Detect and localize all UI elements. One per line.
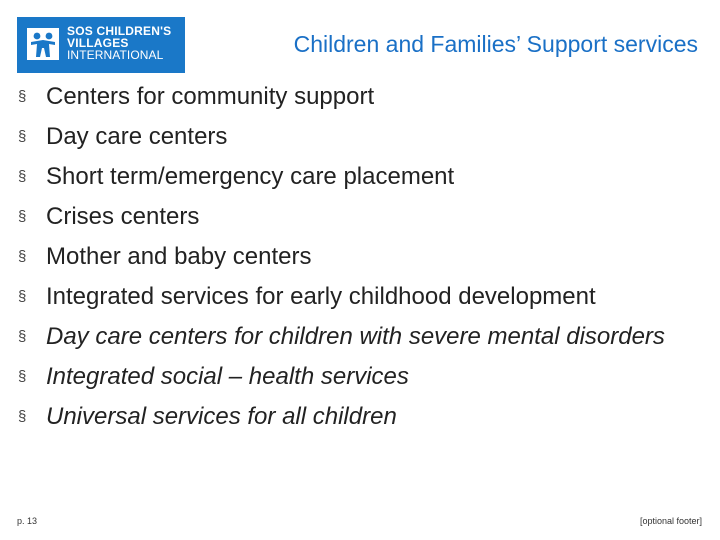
bullet-list bbox=[18, 80, 708, 440]
bullet-item bbox=[18, 120, 708, 153]
bullet-item bbox=[18, 80, 708, 113]
slide-title: Children and Families’ Support services bbox=[293, 31, 698, 57]
page-number: p. 13 bbox=[17, 516, 38, 526]
bullet-text: Integrated social – health services bbox=[46, 363, 409, 390]
bullet-item bbox=[18, 360, 708, 393]
logo-line-2: VILLAGES bbox=[67, 36, 129, 50]
bullet-item bbox=[18, 280, 708, 313]
bullet-item bbox=[18, 240, 708, 273]
bullet-marker: § bbox=[18, 408, 27, 425]
sos-children-figures-icon bbox=[27, 28, 59, 60]
footer-note: [optional footer] bbox=[639, 516, 702, 526]
bullet-item bbox=[18, 160, 708, 193]
bullet-marker: § bbox=[18, 248, 27, 265]
bullet-marker: § bbox=[18, 88, 27, 105]
bullet-text: Centers for community support bbox=[46, 83, 375, 110]
bullet-marker: § bbox=[18, 368, 27, 385]
bullet-item bbox=[18, 400, 708, 433]
bullet-marker: § bbox=[18, 208, 27, 225]
bullet-text: Universal services for all children bbox=[46, 403, 397, 430]
bullet-text: Day care centers for children with severe mental disorders bbox=[46, 323, 665, 350]
logo-wordmark bbox=[67, 25, 171, 61]
bullet-item bbox=[18, 200, 708, 233]
bullet-marker: § bbox=[18, 128, 27, 145]
bullet-text: Mother and baby centers bbox=[46, 243, 312, 270]
sos-logo bbox=[17, 17, 185, 73]
bullet-marker: § bbox=[18, 168, 27, 185]
bullet-item bbox=[18, 320, 708, 353]
bullet-marker: § bbox=[18, 288, 27, 305]
bullet-text: Integrated services for early childhood development bbox=[46, 283, 596, 310]
bullet-text: Day care centers bbox=[46, 123, 228, 150]
bullet-text: Short term/emergency care placement bbox=[46, 163, 455, 190]
logo-line-3: INTERNATIONAL bbox=[67, 48, 164, 62]
bullet-marker: § bbox=[18, 328, 27, 345]
bullet-text: Crises centers bbox=[46, 203, 200, 230]
logo-line-1: SOS CHILDREN'S bbox=[67, 24, 172, 38]
